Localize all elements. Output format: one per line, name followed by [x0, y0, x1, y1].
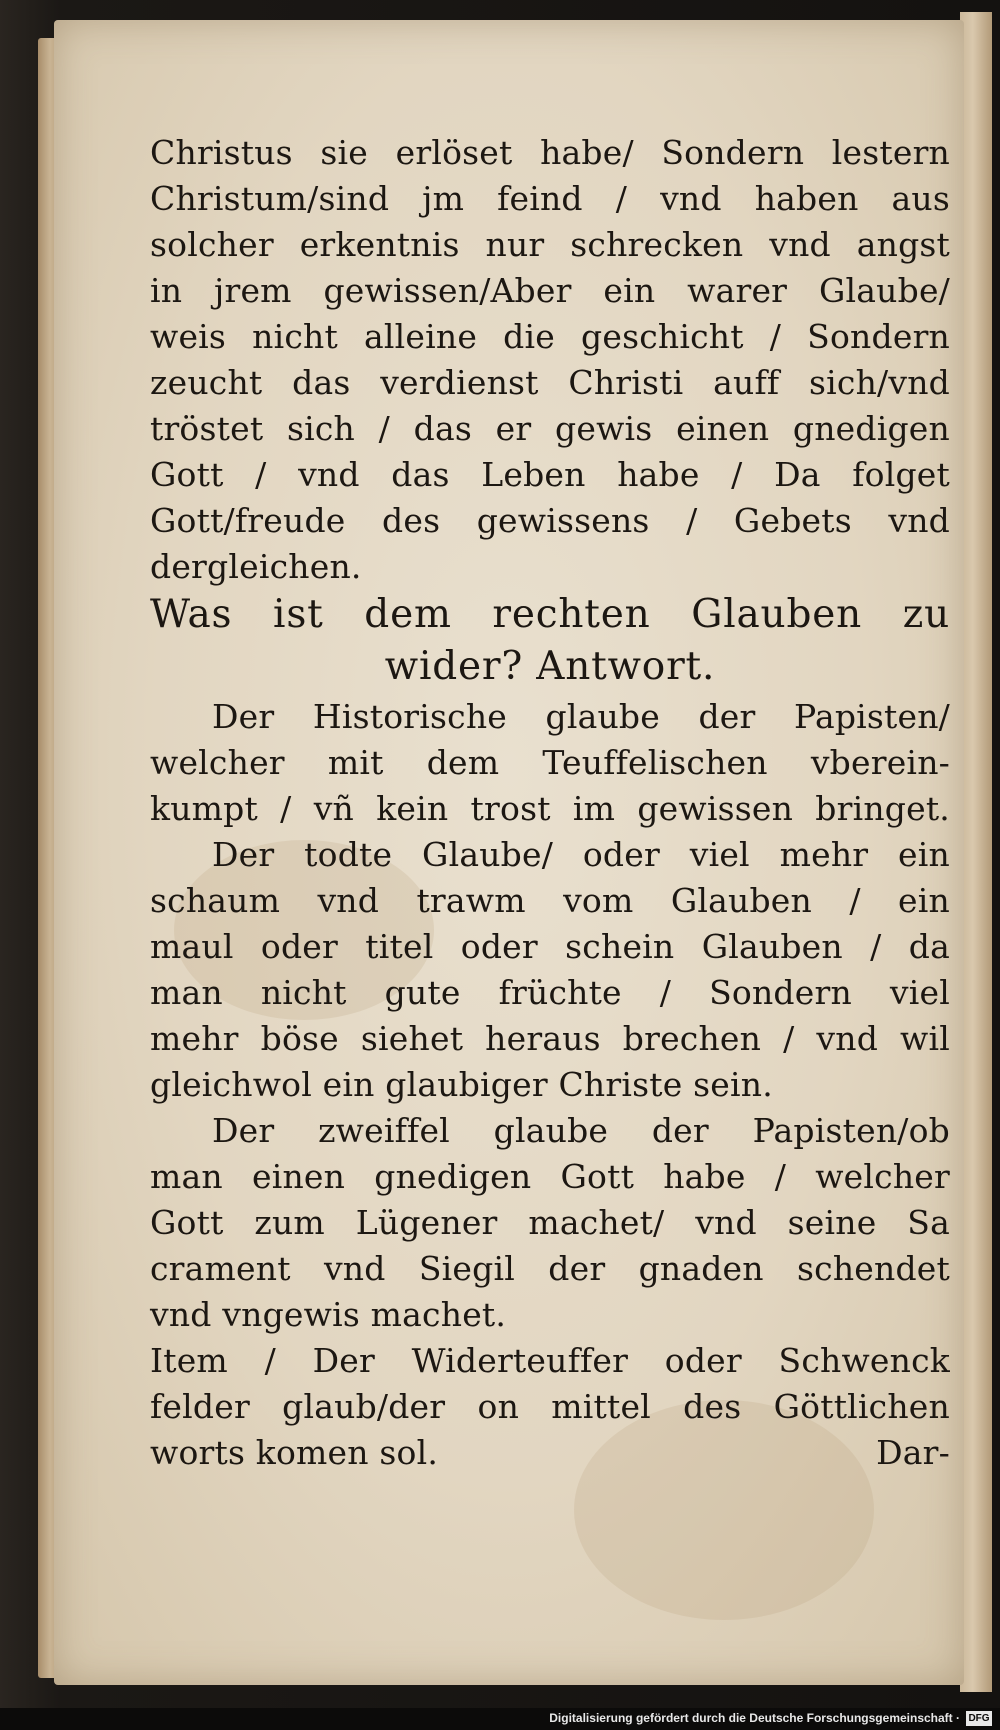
text-line: kumpt / vñ kein trost im gewissen bringet.	[150, 789, 950, 828]
text-line: Christum/sind jm feind / vnd haben aus	[150, 179, 950, 218]
text-line: Der todte Glaube/ oder viel mehr ein	[212, 835, 950, 874]
text-line: tröstet sich / das er gewis einen gnedigen	[150, 409, 950, 448]
text-line: Gott zum Lügener machet/ vnd seine Sa	[150, 1203, 950, 1242]
text-line: in jrem gewissen/Aber ein warer Glaube/	[150, 271, 950, 310]
text-line: zeucht das verdienst Christi auff sich/vnd	[150, 363, 950, 402]
text-line: Christus sie erlöset habe/ Sondern lestern	[150, 133, 950, 172]
text-line: Gott/freude des gewissens / Gebets vnd	[150, 501, 950, 540]
text-line: worts komen sol.	[150, 1433, 439, 1472]
text-line: man einen gnedigen Gott habe / welcher	[150, 1157, 950, 1196]
text-line: maul oder titel oder schein Glauben / da	[150, 927, 950, 966]
text-line: man nicht gute früchte / Sondern viel	[150, 973, 950, 1012]
text-line: mehr böse siehet heraus brechen / vnd wil	[150, 1019, 950, 1058]
section-heading-line: Was ist dem rechten Glauben zu	[150, 592, 950, 637]
text-line: crament vnd Siegil der gnaden schendet	[150, 1249, 950, 1288]
text-line-last	[150, 1430, 950, 1476]
text-line: Item / Der Widerteuffer oder Schwenck	[150, 1341, 950, 1380]
page-stack-right-edge	[960, 12, 992, 1692]
catchword: Dar-	[876, 1433, 950, 1472]
section-heading-line: wider? Antwort.	[384, 644, 716, 689]
digitization-credit: Digitalisierung gefördert durch die Deutsche Forschungsgemeinschaft ·	[549, 1711, 960, 1725]
text-line: Der zweiffel glaube der Papisten/ob	[212, 1111, 950, 1150]
text-line: felder glaub/der on mittel des Göttlichen	[150, 1387, 950, 1426]
page-text	[150, 130, 950, 1476]
text-line: welcher mit dem Teuffelischen vberein-	[150, 743, 950, 782]
text-line: vnd vngewis machet.	[150, 1295, 507, 1334]
text-line: solcher erkentnis nur schrecken vnd angst	[150, 225, 950, 264]
dfg-logo: DFG	[966, 1711, 992, 1726]
text-line: weis nicht alleine die geschicht / Sondern	[150, 317, 950, 356]
text-line: schaum vnd trawm vom Glauben / ein	[150, 881, 950, 920]
text-line: Der Historische glaube der Papisten/	[212, 697, 950, 736]
text-line: Gott / vnd das Leben habe / Da folget	[150, 455, 950, 494]
text-line: dergleichen.	[150, 547, 362, 586]
text-line: gleichwol ein glaubiger Christe sein.	[150, 1065, 773, 1104]
